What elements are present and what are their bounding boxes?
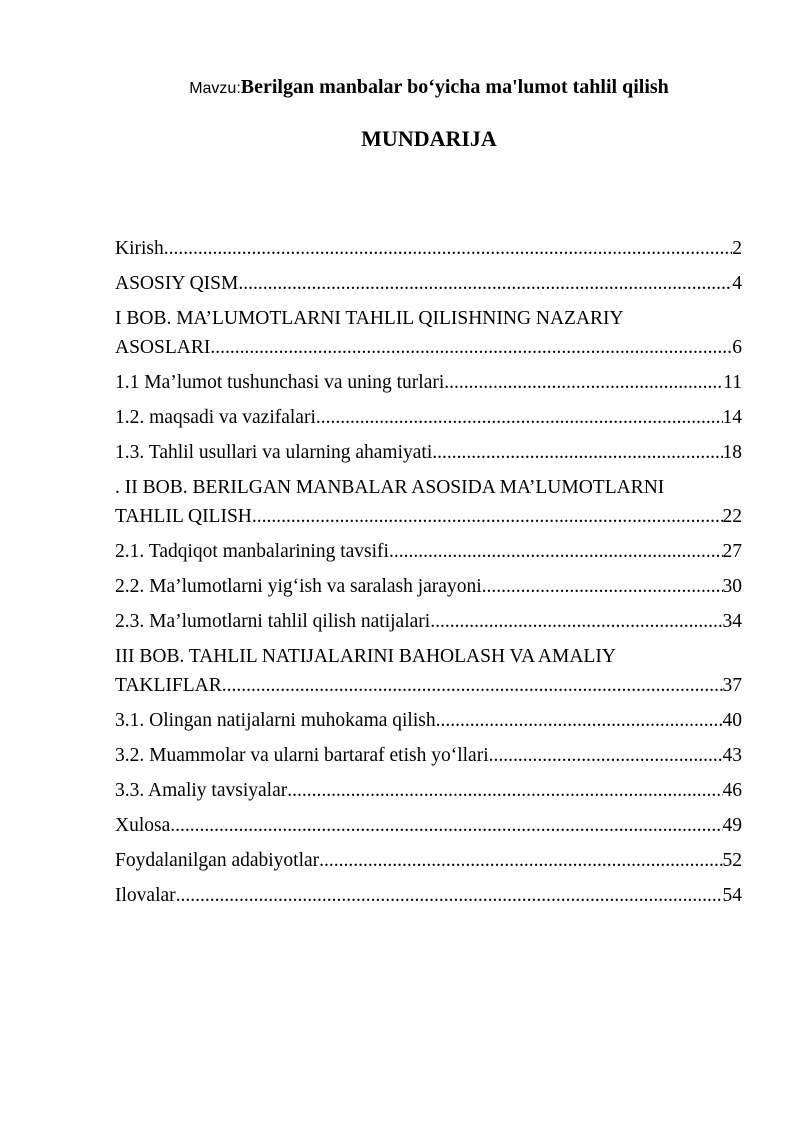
toc-entry-title: 2.2. Ma’lumotlarni yig‘ish va saralash jarayoni [115, 576, 482, 597]
toc-entry-page-number: 54 [722, 885, 742, 906]
toc-entry-row [115, 776, 742, 805]
toc-entry [115, 368, 742, 397]
toc-entry [115, 234, 742, 263]
toc-entry [115, 881, 742, 910]
toc-entry-page-number: 40 [722, 710, 742, 731]
toc-entry [115, 537, 742, 566]
toc-entry-page-number: 43 [722, 745, 742, 766]
toc-title: MUNDARIJA [361, 126, 497, 151]
dot-leader [238, 269, 732, 298]
toc-entry-row [115, 811, 742, 840]
toc-entry [115, 304, 742, 362]
dot-leader [222, 671, 723, 700]
toc-entry-row [115, 706, 742, 735]
toc-entry-page-number: 14 [722, 407, 742, 428]
toc-entry-heading-line: III BOB. TAHLIL NATIJALARINI BAHOLASH VA AMALIY [115, 646, 616, 667]
toc-entry-row [115, 572, 742, 601]
toc-entry-title: ASOSIY QISM [115, 273, 239, 294]
toc-entry-row [115, 671, 742, 700]
dot-leader [432, 438, 722, 467]
toc-entry-row [115, 502, 742, 531]
dot-leader [444, 368, 723, 397]
toc-entry-page-number: 2 [732, 238, 742, 259]
toc-entry-row [115, 438, 742, 467]
subject-line [0, 76, 800, 99]
dot-leader [164, 234, 733, 263]
dot-leader [482, 572, 723, 601]
toc-entry-row [115, 269, 742, 298]
toc-entry-title: TAHLIL QILISH [115, 506, 252, 527]
dot-leader [489, 741, 723, 770]
toc-entry-row [115, 403, 742, 432]
toc-entry-title: 3.1. Olingan natijalarni muhokama qilish [115, 710, 436, 731]
toc-entry-page-number: 18 [722, 442, 742, 463]
toc-entry [115, 438, 742, 467]
toc-entry [115, 642, 742, 700]
toc-entry-row [115, 607, 742, 636]
toc-entry-page-number: 49 [722, 815, 742, 836]
toc-entry-title: Kirish [115, 238, 164, 259]
toc-entry [115, 706, 742, 735]
dot-leader [170, 811, 722, 840]
dot-leader [210, 333, 732, 362]
toc-entry-row [115, 537, 742, 566]
dot-leader [252, 502, 723, 531]
toc-entry-row [115, 234, 742, 263]
toc-entry-page-number: 22 [722, 506, 742, 527]
subject-prefix: Mavzu: [189, 80, 241, 97]
toc-entry [115, 473, 742, 531]
toc-entry-page-number: 52 [722, 850, 742, 871]
toc-entry-title: 3.2. Muammolar va ularni bartaraf etish yo‘llari [115, 745, 489, 766]
dot-leader [319, 846, 722, 875]
toc-entry [115, 269, 742, 298]
toc-entry-title: 3.3. Amaliy tavsiyalar [115, 780, 288, 801]
dot-leader [316, 403, 723, 432]
toc-entry [115, 403, 742, 432]
dot-leader [430, 607, 722, 636]
toc-entry [115, 607, 742, 636]
dot-leader [176, 881, 723, 910]
toc-entry [115, 811, 742, 840]
toc-entry-page-number: 4 [732, 273, 742, 294]
toc-entry-row [115, 846, 742, 875]
toc-entry-title: 1.1 Ma’lumot tushunchasi va uning turlari [115, 372, 445, 393]
toc-entry-page-number: 30 [722, 576, 742, 597]
toc-entry-title: 1.3. Tahlil usullari va ularning ahamiyati [115, 442, 433, 463]
toc-entry-title: TAKLIFLAR [115, 675, 222, 696]
toc-entry-title: Ilovalar [115, 885, 176, 906]
table-of-contents [115, 234, 742, 916]
toc-entry-row [115, 333, 742, 362]
toc-entry-title: Foydalanilgan adabiyotlar [115, 850, 320, 871]
toc-entry [115, 741, 742, 770]
toc-entry [115, 572, 742, 601]
toc-entry-page-number: 34 [722, 611, 742, 632]
toc-entry [115, 776, 742, 805]
dot-leader [436, 706, 723, 735]
toc-entry-page-number: 27 [722, 541, 742, 562]
toc-entry-page-number: 6 [732, 337, 742, 358]
toc-entry-page-number: 11 [723, 372, 742, 393]
toc-entry-page-number: 46 [722, 780, 742, 801]
toc-entry-row [115, 368, 742, 397]
dot-leader [389, 537, 723, 566]
toc-entry-row [115, 881, 742, 910]
toc-entry-title: 2.1. Tadqiqot manbalarining tavsifi [115, 541, 389, 562]
toc-entry-title: 2.3. Ma’lumotlarni tahlil qilish natijalari [115, 611, 431, 632]
toc-entry-title: 1.2. maqsadi va vazifalari [115, 407, 316, 428]
dot-leader [287, 776, 722, 805]
toc-entry [115, 846, 742, 875]
toc-entry-heading-line: . II BOB. BERILGAN MANBALAR ASOSIDA MA’LUMOTLARNI [115, 477, 665, 498]
toc-entry-heading-line: I BOB. MA’LUMOTLARNI TAHLIL QILISHNING NAZARIY [115, 308, 624, 329]
toc-entry-title: ASOSLARI [115, 337, 211, 358]
toc-entry-row [115, 741, 742, 770]
subject-topic: Berilgan manbalar bo‘yicha ma'lumot tahlil qilish [240, 76, 669, 98]
toc-entry-title: Xulosa [115, 815, 171, 836]
toc-entry-page-number: 37 [722, 675, 742, 696]
